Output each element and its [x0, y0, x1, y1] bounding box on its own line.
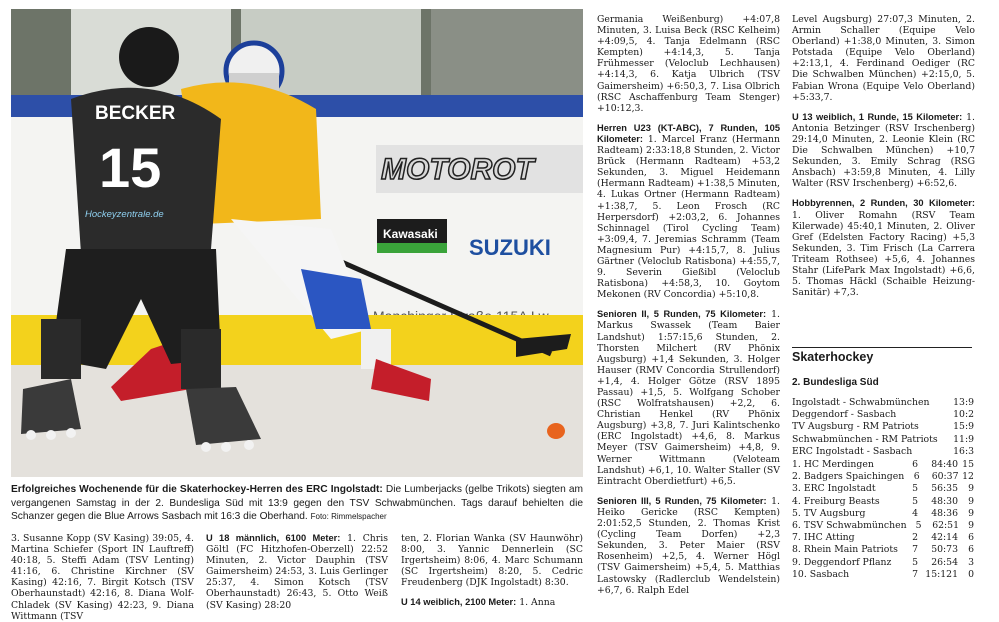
standing-goals: 15:121 [925, 568, 958, 580]
standing-goals: 56:35 [931, 483, 958, 495]
standing-points: 9 [968, 495, 974, 507]
standing-points: 3 [968, 556, 974, 568]
match-results [792, 397, 974, 458]
table-row [792, 557, 974, 569]
result-row [792, 409, 974, 421]
standing-games: 4 [912, 507, 918, 519]
table-row [792, 532, 974, 544]
result-row [792, 434, 974, 446]
standing-team: 10. Sasbach [792, 568, 850, 580]
player-number-text: 15 [99, 136, 162, 199]
league-title: 2. Bundesliga Süd [792, 377, 879, 388]
standing-points: 6 [968, 532, 974, 544]
result-score: 15:9 [953, 421, 974, 433]
player-name-text: BECKER [95, 103, 176, 124]
result-score: 11:9 [953, 433, 974, 445]
table-row [792, 520, 974, 532]
standing-goals: 60:37 [931, 471, 959, 483]
result-match: ERC Ingolstadt - Sasbach [792, 445, 913, 457]
standing-games: 6 [912, 459, 918, 470]
standing-team: 7. IHC Atting [792, 532, 855, 544]
standing-points: 9 [968, 520, 974, 532]
standing-games: 5 [912, 495, 918, 507]
standing-team: 8. Rhein Main Patriots [792, 544, 898, 556]
article-column-5 [792, 14, 975, 298]
table-row [792, 483, 974, 495]
result-row [792, 446, 974, 458]
standings-table [792, 459, 974, 581]
caption-credit: Foto: Rimmelspacher [310, 512, 387, 522]
standing-team: 1. HC Merdingen [792, 459, 874, 470]
caption-text: Die Lumberjacks (gelbe Trikots) siegten am vergangenen Samstag in der 2. Bundesliga Süd mit 13:9 gegen den TSV Schwabmünchen. Tags darauf behielten die Schanzer gegen die Blue Arrows Sasbach mit 16:3 die Oberhand. [11, 484, 583, 523]
hockey-photo [11, 9, 583, 477]
result-row [792, 397, 974, 409]
article-column-1 [11, 533, 194, 622]
standing-goals: 62:51 [932, 520, 960, 532]
result-match: Schwabmünchen - RM Patriots [792, 433, 938, 445]
column-3-text: ten, 2. Florian Wanka (SV Haunwöhr) 8:00, 3. Yannic Dennerlein (SC Irgertsheim) 8:06, 4. Marc Schumann (SC Irgertsheim) 8:20, 5. Cedric Freudenberg (DJK Ingolstadt) 8:30. [401, 533, 583, 589]
article-column-4 [597, 14, 780, 596]
heading-senioren-3: Senioren III, 5 Runden, 75 Kilometer: [597, 495, 767, 506]
result-match: Deggendorf - Sasbach [792, 409, 897, 421]
ad-suzuki-text: SUZUKI [469, 235, 551, 260]
standing-goals: 84:40 [931, 459, 958, 470]
results-herren-u23: 1. Marcel Franz (Hermann Radteam) 2:33:18,8 Stunden, 2. Victor Brück (Hermann Radteam) +53,2 Sekunden, 3. Miguel Heidemann (Hermann Radteam) +1:38,5 Minuten, 4. Lukas Ortner (Hermann Radteam) +1:38,7, 5. Leon Frosch (RC Herpersdorf) +2:03,2, 6. Johannes Schinnagel (Tirol Cycling Team) +3:09,4, 7. Jeremias Schramm (Team Magnesium Pur) +4:15,7, 8. Julius Gärtner (Veloclub Ratisbona) +4:55,7, 9. Severin Gießibl (Veloclub Ratisbona) +4:58,3, 10. Goytom Mekonen (RV Concordia) +5:10,8. [597, 133, 780, 301]
hockey-photo-illustration [11, 9, 583, 477]
heading-senioren-2: Senioren II, 5 Runden, 75 Kilometer: [597, 309, 767, 320]
column-3-text-2: 1. Anna [519, 597, 556, 609]
standing-team: 5. TV Augsburg [792, 507, 866, 519]
table-row [792, 508, 974, 520]
standing-points: 9 [968, 507, 974, 519]
standing-goals: 42:14 [931, 532, 958, 544]
standing-team: 4. Freiburg Beasts [792, 495, 880, 507]
article-column-2 [206, 533, 388, 611]
standing-points: 9 [968, 483, 974, 495]
results-senioren-3: 1. Heiko Gericke (RSC Kempten) 2:01:52,5 Stunden, 2. Thomas Krist (Cycling Team Dorfen) +2,3 Sekunden, 3. Peter Maier (RSV Rosenheim) +2,5, 4. Werner Högl (TSV Gaimersheim) +5,4, 5. Matthias Lastowsky (Radlerclub Wendelstein) +6,7, 6. Ralph Edel [597, 495, 780, 596]
table-row [792, 569, 974, 581]
skaterhockey-title: Skaterhockey [792, 347, 972, 364]
photo-caption [11, 483, 583, 524]
standing-points: 6 [968, 544, 974, 556]
standing-goals: 48:36 [931, 507, 958, 519]
heading-hobbyrennen: Hobbyrennen, 2 Runden, 30 Kilometer: [792, 198, 975, 209]
heading-herren-u23: Herren U23 (KT-ABC), 7 Runden, 105 Kilometer: [597, 122, 780, 144]
standing-points: 15 [962, 459, 974, 470]
column-2-heading: U 18 männlich, 6100 Meter: [206, 533, 341, 543]
result-score: 13:9 [953, 397, 974, 408]
standing-games: 5 [912, 483, 918, 495]
table-row [792, 544, 974, 556]
table-row [792, 471, 974, 483]
result-match: TV Augsburg - RM Patriots [792, 421, 919, 433]
player-sponsor-text: Hockeyzentrale.de [85, 209, 164, 220]
column-5-para-0: Level Augsburg) 27:07,3 Minuten, 2. Armin Schaller (Equipe Velo Oberland) +1:38,0 Minuten, 3. Simon Potstada (Equipe Velo Oberland) +2:13,1, 4. Ferdinand Oediger (RC Die Schwalben München) +2:15,0, 5. Fabian Wrona (Equipe Velo Oberland) +5:33,7. [792, 14, 975, 103]
ad-kawasaki-text: Kawasaki [383, 227, 438, 241]
caption-headline: Erfolgreiches Wochenende für die Skaterhockey-Herren des ERC Ingolstadt: [11, 484, 383, 495]
result-row [792, 421, 974, 433]
results-u13-weiblich: 1. Antonia Betzinger (RSV Irschenberg) 29:14,0 Minuten, 2. Leonie Klein (RC Die Schwalben München) +10,7 Sekunden, 3. Emily Schrag (RSG Ansbach) +3:59,8 Minuten, 4. Lilly Walter (RSV Irschenberg) +6:52,6. [792, 111, 975, 190]
standing-goals: 48:30 [931, 495, 958, 507]
table-row [792, 459, 974, 471]
result-score: 10:2 [953, 409, 974, 421]
standing-games: 7 [912, 568, 918, 580]
standing-games: 5 [915, 520, 922, 532]
standing-games: 6 [913, 471, 920, 483]
standing-team: 3. ERC Ingolstadt [792, 483, 876, 495]
column-4-para-0: Germania Weißenburg) +4:07,8 Minuten, 3. Luisa Beck (RSC Kelheim) +4:09,5, 4. Tanja Edelmann (RSC Kempten) +4:14,3, 5. Tanja Frühmesser (Veloclub Lechhausen) +4:14,3, 6. Katja Ulbrich (TSV Gaimersheim) +6:50,3, 7. Lisa Olbrich (RSC Aschaffenburg Team Stenger) +10:12,3. [597, 14, 780, 114]
heading-u13-weiblich: U 13 weiblich, 1 Runde, 15 Kilometer: [792, 111, 963, 122]
result-score: 16:3 [953, 445, 974, 457]
standing-points: 0 [968, 568, 974, 580]
standing-games: 2 [912, 532, 918, 544]
standing-goals: 26:54 [931, 556, 958, 568]
standing-team: 9. Deggendorf Pflanz [792, 556, 892, 568]
column-2-text: 1. Chris Göltl (FC Hitzhofen-Oberzell) 22:52 Minuten, 2. Victor Dauphin (TSV Gaimersheim) 24:53, 3. Luis Gerlinger 25:37, 4. Simon Kotsch (TSV Oberhaunstadt) 26:43, 5. Otto Weiß (SV Kasing) 28:20 [206, 533, 388, 611]
standing-team: 2. Badgers Spaichingen [792, 471, 905, 483]
column-1-text: 3. Susanne Kopp (SV Kasing) 39:05, 4. Martina Schiefer (Sport IN Lauftreff) 40:18, 5. Steffi Adam (TSV Lenting) 41:16, 6. Christine Kirchner (SV Kasing) 42:16, 7. Birgit Kotsch (TSV Oberhaunstadt) 42:16, 8. Diana Wolf-Chladek (SV Kasing) 42:23, 9. Diana Wittmann (TSV [11, 533, 194, 622]
standing-points: 12 [962, 471, 974, 483]
results-hobbyrennen: 1. Oliver Romahn (RSV Team Kilerwade) 45:40,1 Minuten, 2. Oliver Gref (Edelsten Factory Racing) +5,3 Sekunden, 3. Tim Frisch (La Carrera Triteam Rothsee) +5,6, 4. Johannes Stahr (LifePark Max Ingolstadt) +6,6, 5. Thomas Häckl (Schaible Heizung-Sanitär) +7,3. [792, 209, 975, 299]
standing-team: 6. TSV Schwabmünchen [792, 520, 907, 532]
article-column-3 [401, 533, 583, 609]
result-match: Ingolstadt - Schwabmünchen [792, 397, 930, 408]
standing-games: 5 [912, 556, 918, 568]
standing-goals: 50:73 [931, 544, 958, 556]
results-senioren-2: 1. Markus Swassek (Team Baier Landshut) 1:57:15,6 Stunden, 2. Thorsten Milchert (RV Phönix Augsburg) +1,4 Sekunden, 3. Holger Hauser (RMV Concordia Strullendorf) +1,4, 4. Holger Götze (RSV 1895 Passau) +1,5, 5. Wolfgang Schober (RSC Wolfratshausen) +2,2, 6. Christian Henkel (RV Phönix Augsburg) +3,8, 7. Juri Kalintschenko (ERC Ingolstadt) +4,6, 8. Markus Meyer (TSV Gaimersheim) +4,8, 9. Werner Wittmann (Veloteam Landshut) +6,1, 10. Walter Staller (SV Eintracht Oberdietfurt) +6,5. [597, 309, 780, 487]
column-3-heading: U 14 weiblich, 2100 Meter: [401, 597, 517, 608]
table-row [792, 496, 974, 508]
standing-games: 7 [912, 544, 918, 556]
ad-motor-text: MOTOROT [381, 153, 534, 186]
